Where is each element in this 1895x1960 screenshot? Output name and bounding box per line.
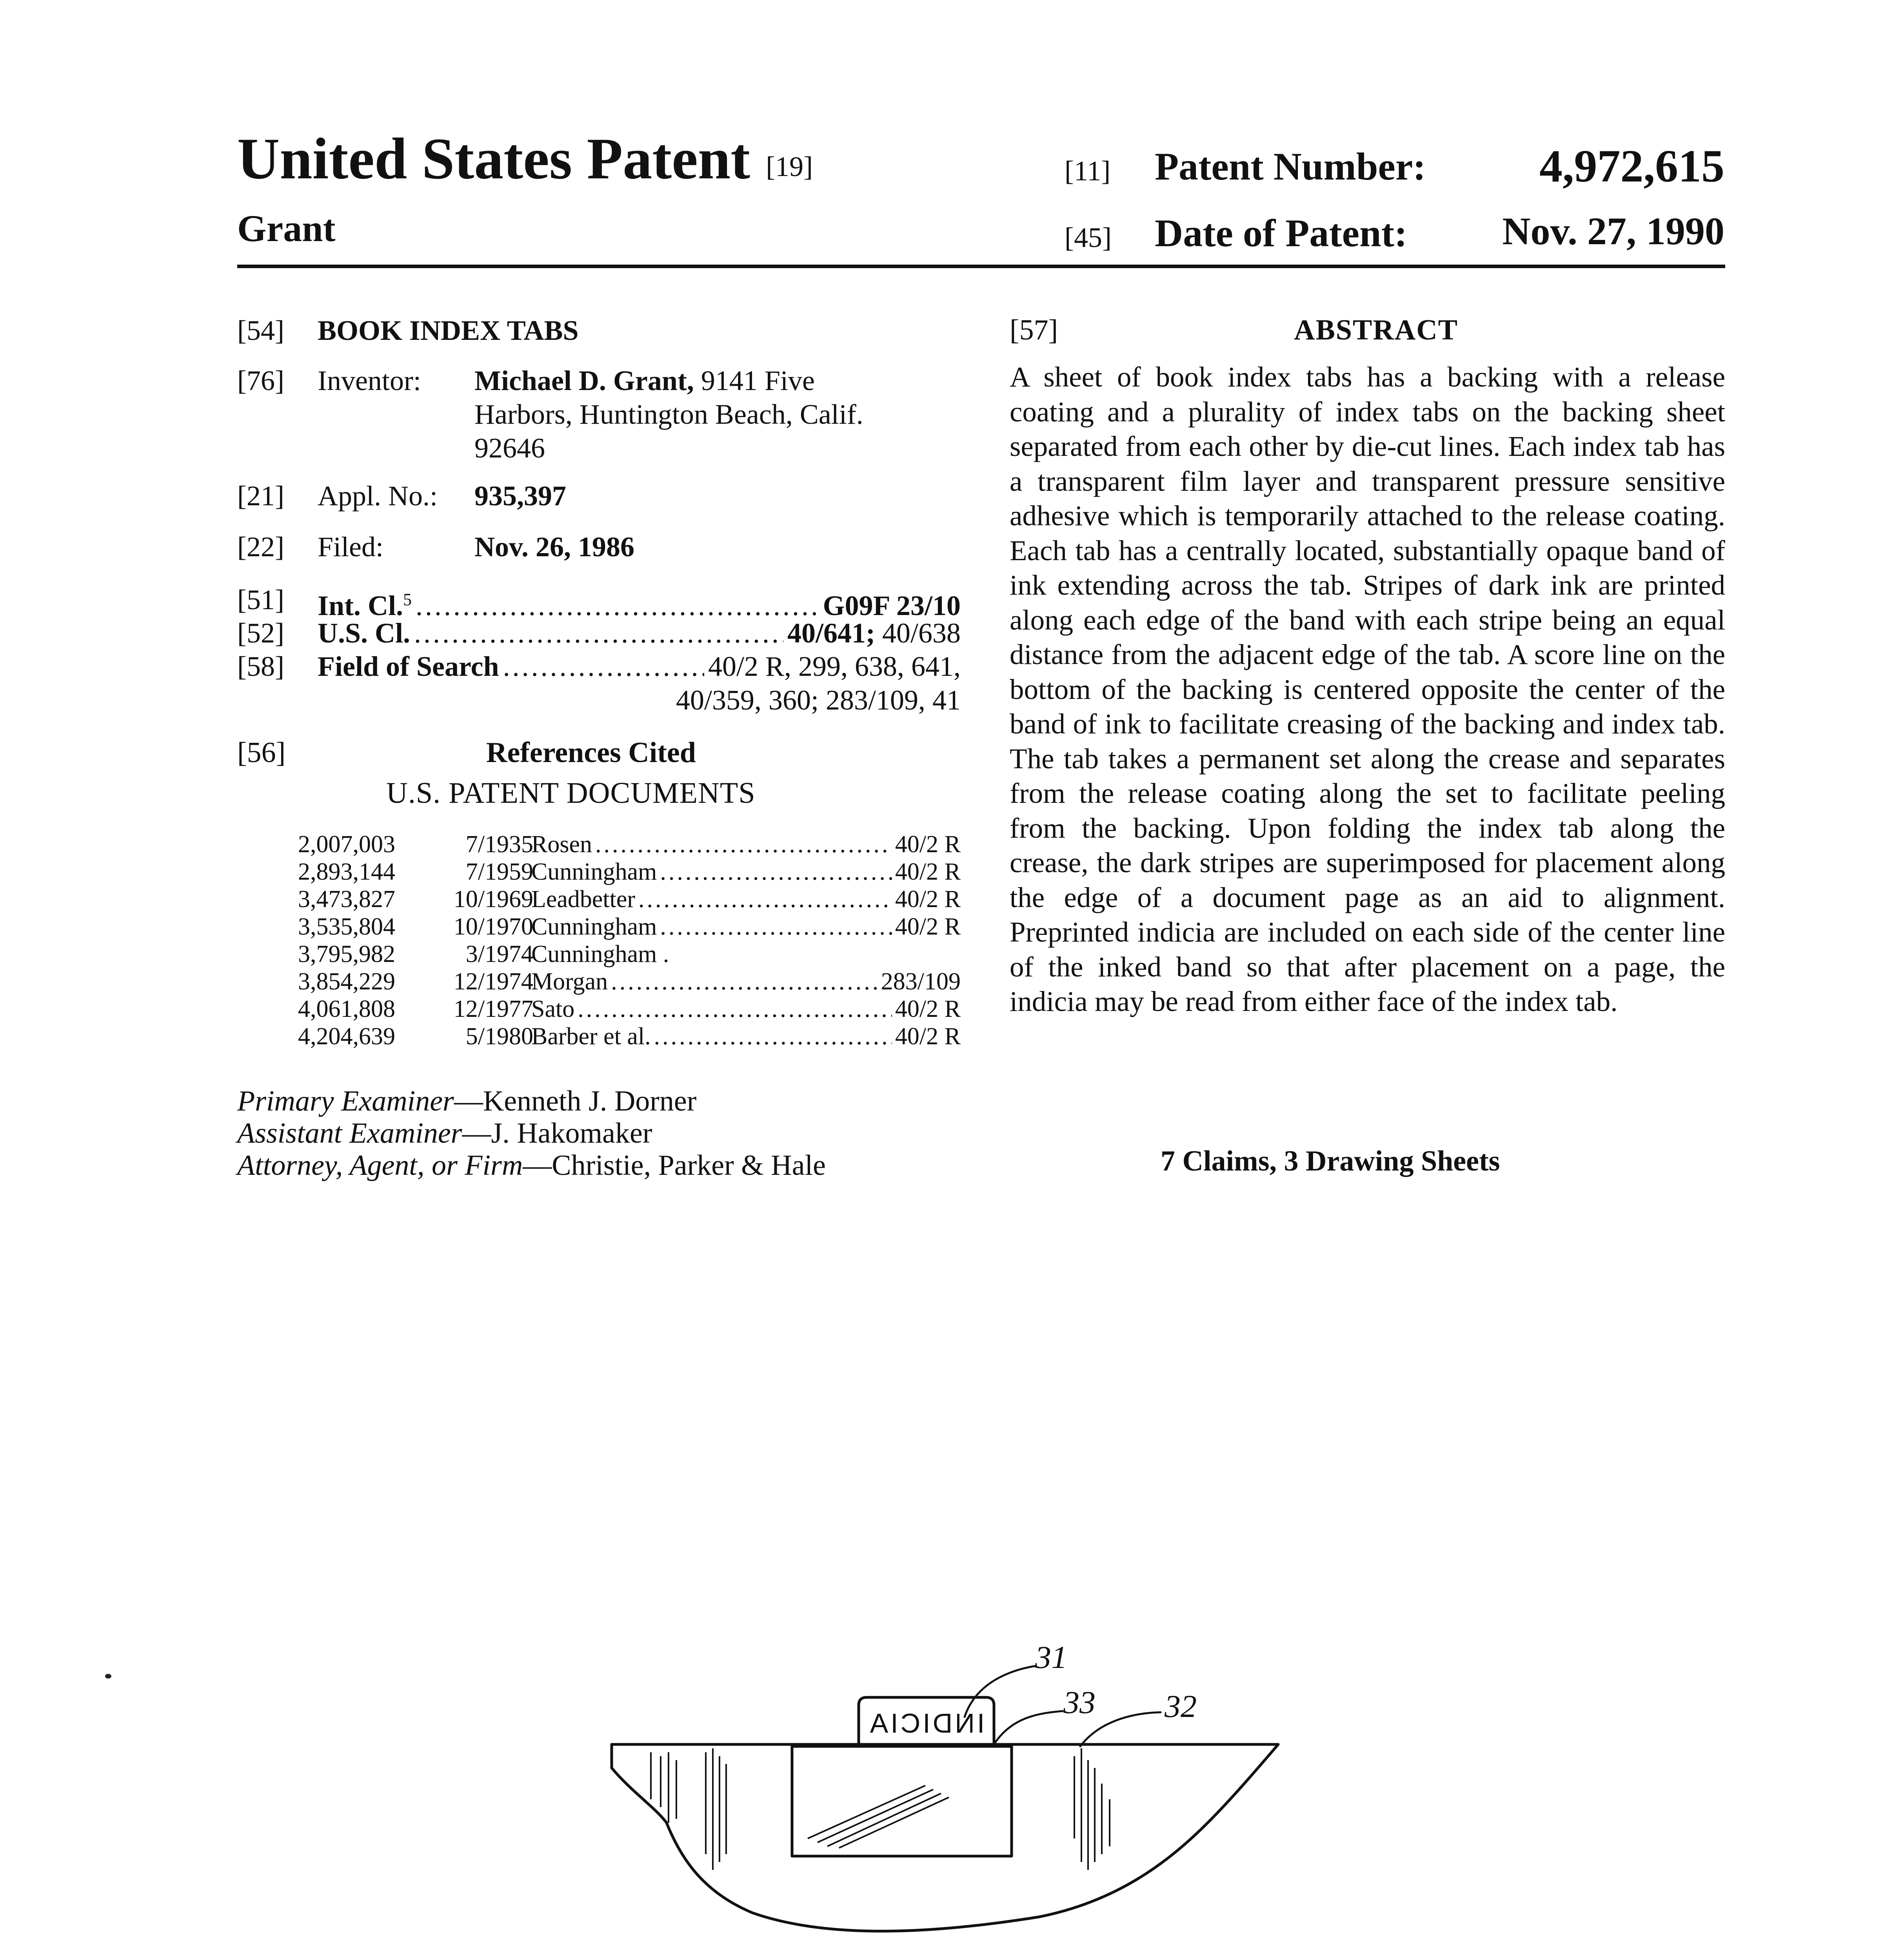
title-code: [19] bbox=[766, 151, 813, 182]
ref-date: 7/1935 bbox=[465, 831, 533, 858]
page-outline bbox=[612, 1744, 1278, 1931]
abstract-heading: ABSTRACT bbox=[1294, 314, 1458, 346]
ref-number: 3,535,804 bbox=[298, 913, 395, 940]
ref-class: 40/2 R bbox=[895, 1023, 961, 1050]
primary-examiner: Primary Examiner—Kenneth J. Dorner bbox=[237, 1085, 697, 1117]
references-heading: References Cited bbox=[486, 737, 696, 769]
ref-name: Cunningham bbox=[531, 858, 657, 885]
ref-class: 40/2 R bbox=[895, 913, 961, 940]
ref-date: 3/1974 bbox=[465, 941, 533, 967]
patent-number: 4,972,615 bbox=[1539, 140, 1724, 192]
ref-name: Morgan bbox=[531, 968, 608, 995]
ref-date: 5/1980 bbox=[465, 1023, 533, 1050]
date-of-patent: Nov. 27, 1990 bbox=[1502, 209, 1724, 253]
references-code: [56] bbox=[237, 737, 286, 769]
assistant-examiner: Assistant Examiner—J. Hakomaker bbox=[237, 1117, 652, 1149]
field-search: [58] Field of Search ..... 40/2 R, 299, 638, 641, 40/359, 360; 283/109, 41 bbox=[237, 650, 961, 720]
ref-date: 12/1977 bbox=[453, 996, 533, 1022]
field-filed: [22] Filed: Nov. 26, 1986 bbox=[237, 531, 635, 563]
tab-hatch-1 bbox=[808, 1786, 925, 1838]
patent-title: United States Patent [19] bbox=[237, 126, 813, 191]
ref-class: 40/2 R bbox=[895, 886, 961, 913]
ref-name: Rosen bbox=[531, 831, 592, 858]
claims-summary: 7 Claims, 3 Drawing Sheets bbox=[1161, 1145, 1500, 1177]
tab-hatch-4 bbox=[839, 1797, 949, 1848]
ref-number: 3,473,827 bbox=[298, 886, 395, 913]
field-inventor: [76] Inventor: Michael D. Grant, 9141 Five Harbors, Huntington Beach, Calif. 92646 bbox=[237, 365, 863, 464]
ref-class: 40/2 R bbox=[895, 996, 961, 1022]
ref-33: 33 bbox=[1063, 1684, 1096, 1720]
indicia-text: INDICIA bbox=[867, 1708, 985, 1739]
ref-name: Leadbetter bbox=[531, 886, 636, 913]
ref-name: Barber et al. bbox=[531, 1023, 651, 1050]
references-subheading: U.S. PATENT DOCUMENTS bbox=[386, 777, 756, 809]
date-code: [45] bbox=[1065, 222, 1112, 253]
inventor-name: Michael D. Grant, bbox=[474, 365, 694, 396]
tab-hatch-2 bbox=[818, 1789, 933, 1842]
ref-number: 4,204,639 bbox=[298, 1023, 395, 1050]
field-us-cl: [52] U.S. Cl. ..... 40/641; 40/638 bbox=[237, 616, 961, 652]
ref-32: 32 bbox=[1165, 1688, 1197, 1724]
ref-class: 283/109 bbox=[881, 968, 961, 995]
ref-name: Cunningham bbox=[531, 913, 657, 940]
attorney: Attorney, Agent, or Firm—Christie, Parker & Hale bbox=[237, 1149, 826, 1181]
field-int-cl: [51] Int. Cl.$^5$ ..... G09F 23/10 bbox=[237, 583, 961, 618]
ref-date: 7/1959 bbox=[465, 858, 533, 885]
field-appl-no: [21] Appl. No.: 935,397 bbox=[237, 480, 566, 512]
ref-number: 2,893,144 bbox=[298, 858, 395, 885]
patent-number-code: [11] bbox=[1065, 155, 1111, 187]
tab-hatch-3 bbox=[827, 1793, 941, 1846]
ref-date: 12/1974 bbox=[453, 968, 533, 995]
date-label: Date of Patent: bbox=[1155, 211, 1408, 255]
header-rule bbox=[237, 265, 1725, 268]
ref-number: 2,007,003 bbox=[298, 831, 395, 858]
ref-number: 3,854,229 bbox=[298, 968, 395, 995]
ref-class: 40/2 R bbox=[895, 858, 961, 885]
header-inventor: Grant bbox=[237, 207, 336, 249]
ref-date: 10/1969 bbox=[453, 886, 533, 913]
ref-date: 10/1970 bbox=[453, 913, 533, 940]
abstract-code: [57] bbox=[1010, 314, 1058, 346]
ref-class: 40/2 R bbox=[895, 831, 961, 858]
patent-number-label: Patent Number: bbox=[1155, 145, 1426, 188]
ref-number: 3,795,982 bbox=[298, 941, 395, 967]
ref-name: Sato bbox=[531, 996, 575, 1022]
patent-drawing bbox=[588, 1588, 1333, 1940]
ref-name: Cunningham . bbox=[531, 941, 669, 967]
stray-mark bbox=[105, 1674, 111, 1679]
field-title: [54] BOOK INDEX TABS bbox=[237, 314, 961, 349]
leader-33 bbox=[994, 1711, 1063, 1744]
abstract-text: A sheet of book index tabs has a backing with a release coating and a plurality of index tabs on the backing sheet separated from each other by die-cut lines. Each index tab has a transparent film layer and transparent pressure sensitive adhesive which is temporarily attached to the release coating. Each tab has a centrally located, substantially opaque band of ink extending across the tab. Stripes of dark ink are printed along each edge of the band with each stripe being an equal distance from the adjacent edge of the tab. A score line on the bottom of the backing is centered opposite the center of the band of ink to facilitate creasing of the backing and index tab. The tab takes a permanent set along the crease and separates from the release coating along the set to facilitate peeling from the backing. Upon folding the index tab along the crease, the dark stripes are superimposed for placement along the edge of a document page as an aid to alignment. Preprinted indicia are included on each side of the center line of the inked band so that after placement on a page, the indicia may be read from either face of the index tab. bbox=[1010, 361, 1725, 1017]
ref-31: 31 bbox=[1035, 1639, 1067, 1675]
invention-title: BOOK INDEX TABS bbox=[318, 315, 579, 346]
ref-number: 4,061,808 bbox=[298, 996, 395, 1022]
